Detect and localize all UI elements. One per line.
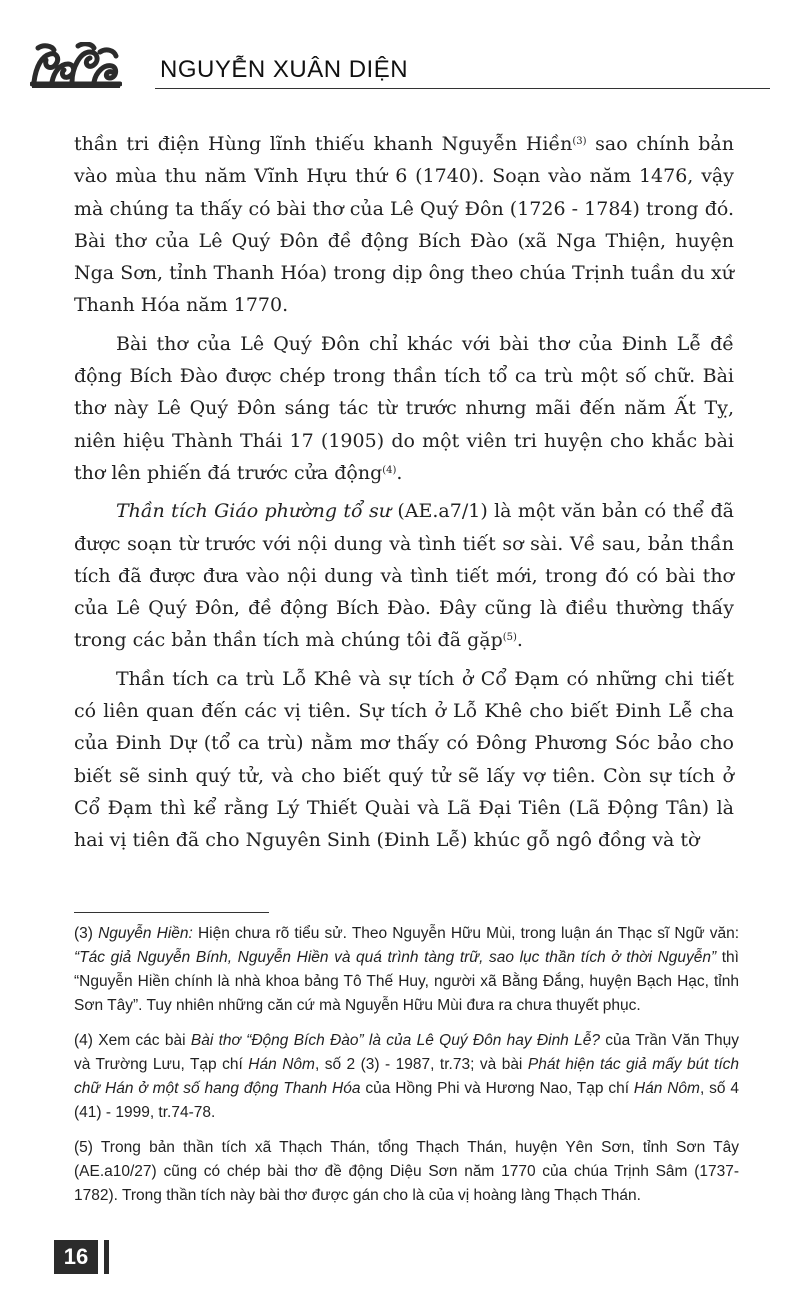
- text-run: Thần tích ca trù Lỗ Khê và sự tích ở Cổ Đạm có những chi tiết có liên quan đến các vị tiên. Sự tích ở Lỗ Khê cho biết Đinh Lễ cha của Đinh Dự (tổ ca trù) nằm mơ thấy có Đông Phương Sóc bảo cho biết sẽ sinh quý tử, và cho biết quý tử sẽ lấy vợ tiên. Còn sự tích ở Cổ Đạm thì kể rằng Lý Thiết Quài và Lã Đại Tiên (Lã Động Tân) là hai vị tiên đã cho Nguyên Sinh (Đinh Lễ) khúc gỗ ngô đồng và tờ: [74, 667, 734, 852]
- footnote-separator: [74, 912, 269, 913]
- footnote-run-italic: “Tác giả Nguyễn Bính, Nguyễn Hiền và quá trình tàng trữ, sao lục thần tích ở thời Nguyễn”: [74, 949, 717, 966]
- body-paragraph: [74, 663, 734, 857]
- footnote-run: của Hồng Phi và Hương Nao, Tạp chí: [360, 1080, 634, 1097]
- text-run: Bài thơ của Lê Quý Đôn chỉ khác với bài thơ của Đinh Lễ đề động Bích Đào được chép trong thần tích tổ ca trù một số chữ. Bài thơ này Lê Quý Đôn sáng tác từ trước nhưng mãi đến năm Ất Tỵ, niên hiệu Thành Thái 17 (1905) do một viên tri huyện cho khắc bài thơ lên phiến đá trước cửa động: [74, 332, 734, 484]
- footnote: [74, 1136, 739, 1208]
- footnote-run: Hiện chưa rõ tiểu sử. Theo Nguyễn Hữu Mùi, trong luận án Thạc sĩ Ngữ văn:: [192, 925, 740, 942]
- footnote-run-italic: Hán Nôm: [248, 1056, 315, 1073]
- footnote-run-italic: Bài thơ “Động Bích Đào” là của Lê Quý Đôn hay Đinh Lễ?: [190, 1032, 600, 1049]
- body-paragraph: [74, 495, 734, 656]
- footnote-run: (5) Trong bản thần tích xã Thạch Thán, tổng Thạch Thán, huyện Yên Sơn, tỉnh Sơn Tây (AE.a10/27) cũng có chép bài thơ đề động Diệu Sơn năm 1770 của chúa Trịnh Sâm (1737-1782). Trong thần tích này bài thơ được gán cho là của vị hoàng làng Thạch Thán.: [74, 1139, 739, 1204]
- text-run-italic: Thần tích Giáo phường tổ sư: [116, 500, 391, 523]
- text-run: thần tri điện Hùng lĩnh thiếu khanh Nguyễn Hiền: [74, 133, 573, 155]
- footnote-ref: (4): [382, 464, 397, 476]
- body-paragraph: [74, 328, 734, 489]
- footnote-run-italic: Nguyễn Hiền:: [98, 925, 193, 942]
- decorative-ornament-icon: [30, 42, 122, 90]
- footnote-run: (3): [74, 925, 99, 942]
- text-run: .: [396, 461, 403, 484]
- text-run: (AE.a7/1) là một văn bản có thể đã được soạn từ trước với nội dung và tình tiết sơ sài. Về sau, bản thần tích đã được đưa vào nội dung và tình tiết mới, trong đó có bài thơ của Lê Quý Đôn, đề động Bích Đào. Đây cũng là điều thường thấy trong các bản thần tích mà chúng tôi đã gặp: [74, 500, 734, 652]
- page-number: 16: [54, 1240, 98, 1274]
- footnote-ref: (5): [502, 632, 517, 644]
- page-number-bar: [104, 1240, 109, 1274]
- footnote-run: , số 4 (41) - 1999, tr.74-78.: [74, 1080, 739, 1121]
- footnote-run: của Trần Văn Thụy và Trường Lưu, Tạp chí: [74, 1032, 739, 1073]
- footnote-run: thì “Nguyễn Hiền chính là nhà khoa bảng Tô Thế Huy, người xã Bằng Đắng, huyện Bạch Hạc, tỉnh Sơn Tây”. Tuy nhiên những căn cứ mà Nguyễn Hữu Mùi đưa ra chưa thuyết phục.: [74, 949, 739, 1014]
- footnote: [74, 922, 739, 1018]
- body-text: [74, 128, 734, 863]
- body-paragraph: [74, 128, 734, 322]
- text-run: .: [516, 629, 523, 652]
- text-run: sao chính bản vào mùa thu năm Vĩnh Hựu thứ 6 (1740). Soạn vào năm 1476, vậy mà chúng ta thấy có bài thơ của Lê Quý Đôn (1726 - 1784) trong đó. Bài thơ của Lê Quý Đôn đề động Bích Đào (xã Nga Thiện, huyện Nga Sơn, tỉnh Thanh Hóa) trong dịp ông theo chúa Trịnh tuần du xứ Thanh Hóa năm 1770.: [74, 133, 734, 317]
- footnote-run: (4) Xem các bài: [74, 1032, 191, 1049]
- author-name: NGUYỄN XUÂN DIỆN: [160, 56, 409, 83]
- footnotes: [74, 922, 739, 1219]
- footnote-run: , số 2 (3) - 1987, tr.73; và bài: [314, 1056, 528, 1073]
- header-rule: [155, 88, 770, 89]
- running-header: [30, 42, 770, 98]
- footnote-run-italic: Hán Nôm: [633, 1080, 700, 1097]
- footnote-ref: (3): [572, 136, 587, 147]
- footnote-run-italic: Phát hiện tác giả mấy bút tích chữ Hán ở một số hang động Thanh Hóa: [74, 1056, 740, 1097]
- footnote: [74, 1029, 739, 1125]
